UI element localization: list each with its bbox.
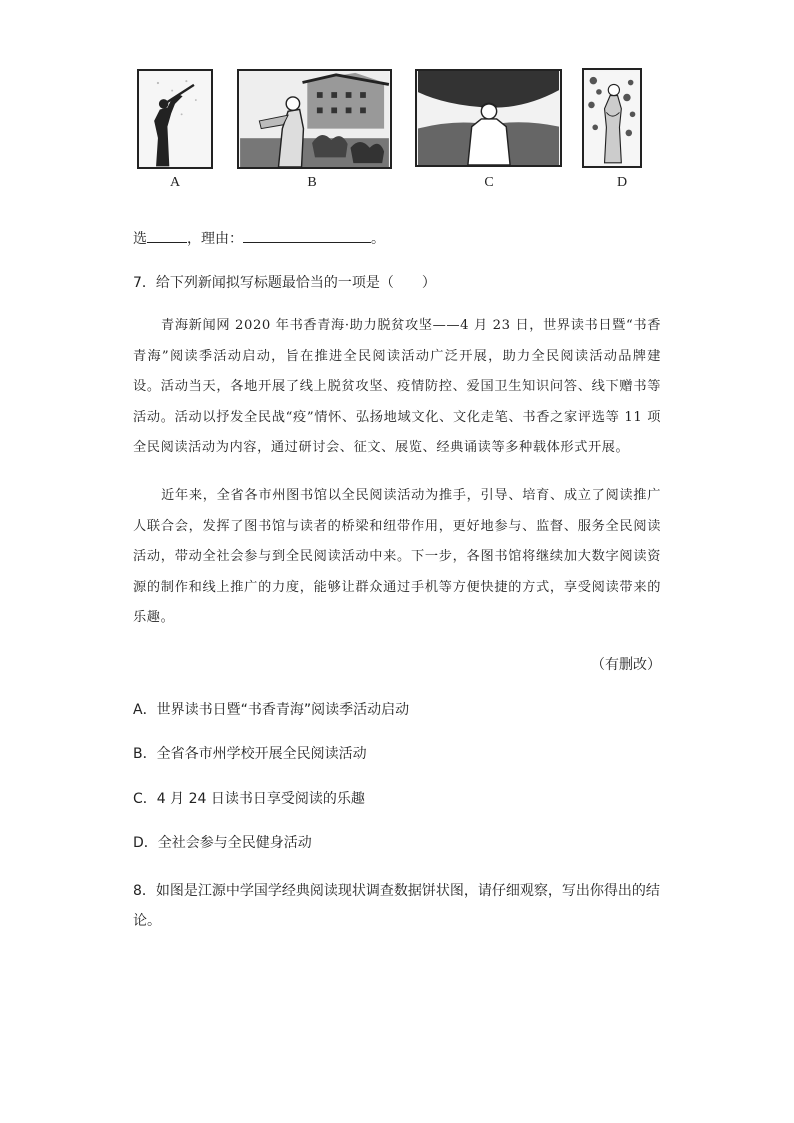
news-paragraph-1-text: 青海新闻网 2020 年书香青海·助力脱贫攻坚——4 月 23 日，世界读书日暨“书香青海”阅读季活动启动，旨在推进全民阅读活动广泛开展，助力全民阅读活动品牌建设。活动当天，各地开展了线上脱贫攻坚、疫情防控、爱国卫生知识问答、线下赠书等活动。活动以抒发全民战“疫”情怀、弘扬地域文化、文化走笔、书香之家评选等 11 项全民阅读活动为内容，通过研讨会、征文、展览、经典诵读等多种载体形式开展。 <box>133 318 661 455</box>
man-in-landscape-illustration <box>417 71 560 165</box>
option-d[interactable]: D．全社会参与全民健身活动 <box>133 835 312 851</box>
q6-answer-line <box>133 228 385 248</box>
news-paragraph-2-text: 近年来，全省各市州图书馆以全民阅读活动为推手，引导、培育、成立了阅读推广人联合会，发挥了图书馆与读者的桥梁和纽带作用，更好地参与、监督、服务全民阅读活动，带动全社会参与到全民阅读活动中来。下一步，各图书馆将继续加大数字阅读资源的制作和线上推广的力度，能够让群众通过手机等方便快捷的方式，享受阅读带来的乐趣。 <box>133 488 661 625</box>
caption-c: C <box>484 175 494 190</box>
option-a[interactable]: A．世界读书日暨“书香青海”阅读季活动启动 <box>133 702 410 718</box>
trumpeter-illustration <box>139 71 211 167</box>
choice-blank[interactable] <box>147 228 187 243</box>
caption-a: A <box>169 175 181 190</box>
picture-b <box>237 69 392 169</box>
picture-d <box>582 68 642 168</box>
news-paragraph-1 <box>133 311 661 464</box>
option-c[interactable]: C．4 月 24 日读书日享受阅读的乐趣 <box>133 791 365 807</box>
q6-prefix: 选 <box>133 231 147 247</box>
figure-with-flowers-illustration <box>584 70 640 166</box>
picture-a <box>137 69 213 169</box>
tower-and-camels-illustration <box>239 71 390 167</box>
q7-stem: 7．给下列新闻拟写标题最恰当的一项是（ ） <box>133 275 436 291</box>
q6-suffix: 。 <box>371 231 385 247</box>
q8-stem: 8．如图是江源中学国学经典阅读现状调查数据饼状图，请仔细观察，写出你得出的结论。 <box>133 883 660 929</box>
caption-d: D <box>616 175 628 190</box>
caption-b: B <box>307 175 317 190</box>
news-paragraph-2 <box>133 481 661 634</box>
option-b[interactable]: B．全省各市州学校开展全民阅读活动 <box>133 746 367 762</box>
q6-middle: ，理由： <box>187 231 243 247</box>
reason-blank[interactable] <box>243 228 371 243</box>
picture-c <box>415 69 562 167</box>
edited-note: （有删改） <box>591 657 661 673</box>
